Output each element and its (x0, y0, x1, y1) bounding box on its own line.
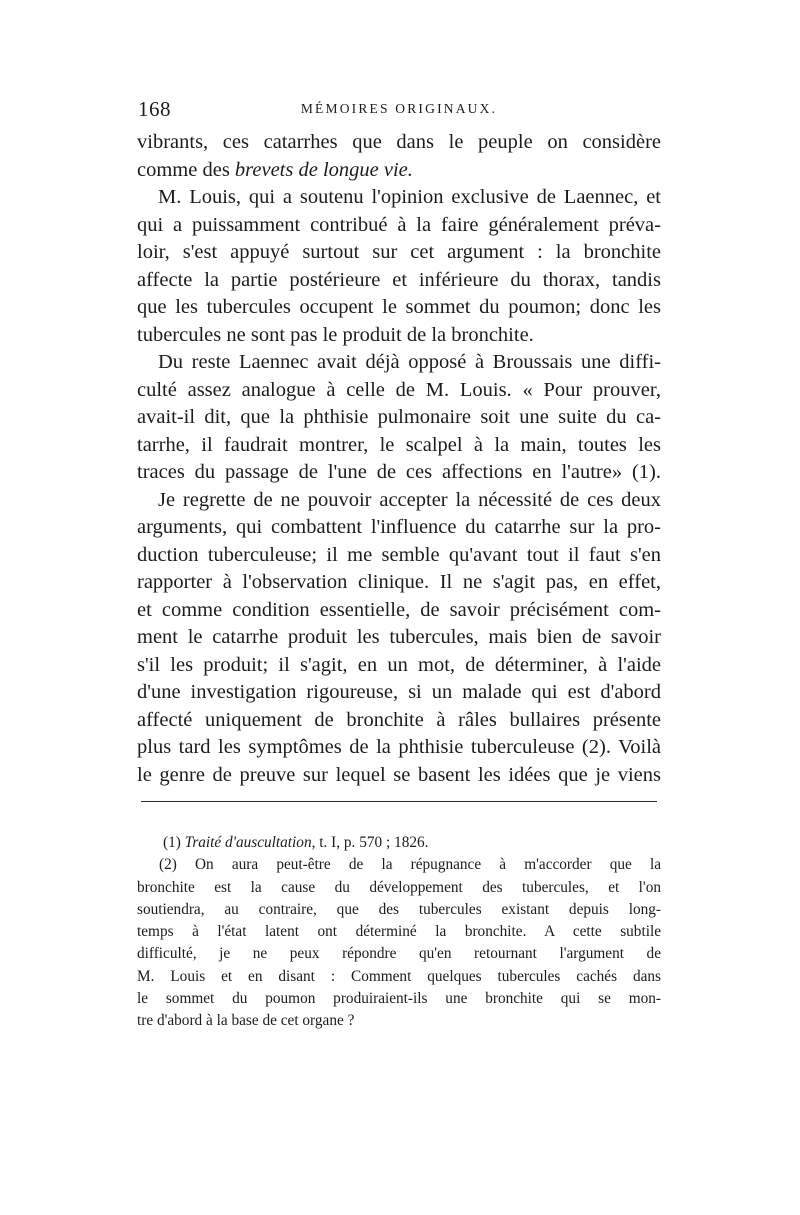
text-line: plus tard les symptômes de la phthisie tuberculeuse (2). Voilà (137, 736, 661, 758)
page-number: 168 (138, 97, 171, 121)
footnote-marker: (1) (163, 834, 185, 851)
paragraph-start: Je regrette de ne pouvoir accepter la nécessité de ces deux (158, 488, 661, 511)
footnotes (137, 832, 661, 1033)
footnote-1 (137, 832, 661, 854)
body-text (137, 129, 661, 789)
text-line: tubercules ne sont pas le produit de la bronchite. (137, 323, 534, 346)
text-line: tarrhe, il faudrait montrer, le scalpel à la main, toutes les (137, 433, 661, 456)
text-line: arguments, qui combattent l'influence du catarrhe sur la pro- (137, 516, 661, 538)
running-head: MÉMOIRES ORIGINAUX. (300, 101, 498, 116)
text-line: d'une investigation rigoureuse, si un malade qui est d'abord (137, 681, 661, 703)
text-line: affecté uniquement de bronchite à râles bullaires présente (137, 708, 661, 731)
text-line: vibrants, ces catarrhes que dans le peuple on considère (137, 131, 661, 153)
text-line: que les tubercules occupent le sommet du poumon; donc les (137, 296, 661, 318)
text-line: ment le catarrhe produit les tubercules, mais bien de savoir (137, 626, 661, 648)
page-header (138, 97, 660, 121)
text-line: qui a puissamment contribué à la faire généralement préva- (137, 213, 661, 236)
text-segment: comme des (137, 158, 235, 181)
italic-phrase: brevets de longue vie. (234, 158, 413, 181)
text-line: traces du passage de l'une de ces affections en l'autre» (1). (137, 461, 661, 483)
footnote-line: bronchite est la cause du développement des tubercules, et l'on (137, 878, 661, 896)
text-line: s'il les produit; il s'agit, en un mot, de déterminer, à l'aide (137, 653, 661, 676)
footnote-2: (2) On aura peut-être de la répugnance à m'accorder que la (159, 856, 661, 874)
paragraph-start: M. Louis, qui a soutenu l'opinion exclusive de Laennec, et (158, 186, 661, 208)
text-line: affecte la partie postérieure et inférieure du thorax, tandis (137, 268, 661, 291)
footnote-line: le sommet du poumon produiraient-ils une bronchite qui se mon- (137, 990, 661, 1008)
text-line: et comme condition essentielle, de savoir précisément com- (137, 598, 661, 621)
footnote-rule (141, 801, 657, 802)
paragraph-start: Du reste Laennec avait déjà opposé à Broussais une diffi- (158, 351, 661, 373)
text-line: loir, s'est appuyé surtout sur cet argument : la bronchite (137, 241, 661, 263)
text-line (137, 157, 661, 185)
footnote-line: difficulté, je ne peux répondre qu'en retournant l'argument de (137, 945, 661, 963)
footnote-line: tre d'abord à la base de cet organe ? (137, 1012, 355, 1030)
text-line: rapporter à l'observation clinique. Il ne s'agit pas, en effet, (137, 571, 661, 593)
footnote-line: M. Louis et en disant : Comment quelques tubercules cachés dans (137, 967, 661, 985)
footnote-line: temps à l'état latent ont déterminé la bronchite. A cette subtile (137, 923, 661, 941)
text-line: culté assez analogue à celle de M. Louis. « Pour prouver, (137, 378, 661, 401)
text-line: duction tuberculeuse; il me semble qu'avant tout il faut s'en (137, 543, 661, 566)
footnote-title: Traité d'auscultation (184, 834, 312, 851)
footnote-line: soutiendra, au contraire, que des tubercules existant depuis long- (137, 900, 661, 918)
footnote-citation: , t. I, p. 570 ; 1826. (311, 834, 429, 851)
text-line: le genre de preuve sur lequel se basent les idées que je viens (137, 763, 661, 786)
text-line: avait-il dit, que la phthisie pulmonaire soit une suite du ca- (137, 406, 661, 428)
